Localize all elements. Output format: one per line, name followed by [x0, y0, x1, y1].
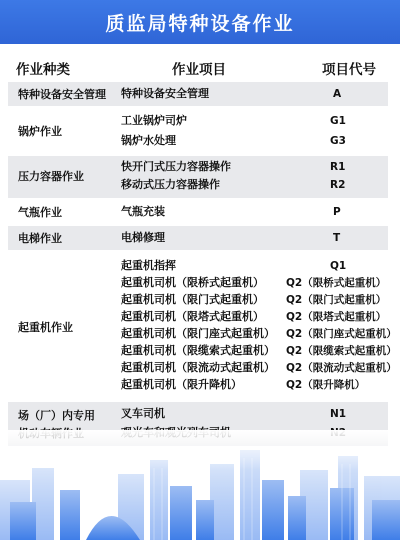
column-header-category: 作业种类 [16, 62, 70, 78]
item-label: 起重机司机（限升降机） [121, 378, 242, 391]
item-code: R1 [330, 161, 346, 173]
column-header-item: 作业项目 [172, 62, 226, 78]
item-label: 锅炉水处理 [121, 134, 176, 147]
item-label: 起重机司机（限缆索式起重机） [121, 344, 275, 357]
item-label: 移动式压力容器操作 [121, 178, 220, 191]
item-code: N1 [330, 408, 347, 420]
item-code: P [333, 206, 341, 218]
category-label: 特种设备安全管理 [18, 88, 106, 101]
item-label: 起重机司机（限流动式起重机） [121, 361, 275, 374]
category-label: 起重机作业 [18, 321, 73, 334]
table-row-pressure-vessel [8, 156, 388, 198]
title-banner [0, 0, 400, 44]
city-skyline-decoration [0, 430, 400, 540]
item-label: 起重机司机（限门式起重机） [121, 293, 264, 306]
table-row-safety [8, 82, 388, 106]
item-code: A [333, 88, 342, 100]
item-label: 起重机司机（限门座式起重机） [121, 327, 275, 340]
item-label: 特种设备安全管理 [121, 87, 209, 100]
item-code: Q2（限流动式起重机） [286, 362, 397, 374]
category-label: 电梯作业 [18, 232, 62, 245]
item-code: Q1 [330, 260, 347, 272]
item-code: G1 [330, 115, 346, 127]
item-code: Q2（限门座式起重机） [286, 328, 397, 340]
table-row-elevator [8, 226, 388, 250]
item-code: T [333, 232, 341, 244]
table-row-crane [8, 254, 397, 400]
page-title: 质监局特种设备作业 [105, 12, 295, 35]
item-code: Q2（限塔式起重机） [286, 311, 387, 323]
table-row-boiler [8, 108, 388, 154]
column-header-code: 项目代号 [322, 62, 376, 78]
category-label-line1: 场（厂）内专用 [18, 409, 95, 422]
item-label: 电梯修理 [121, 231, 165, 244]
item-label: 快开门式压力容器操作 [121, 160, 231, 173]
item-code: Q2（限门式起重机） [286, 294, 387, 306]
item-label: 起重机指挥 [121, 259, 176, 272]
item-label: 起重机司机（限桥式起重机） [121, 276, 264, 289]
item-label: 工业锅炉司炉 [121, 114, 187, 127]
item-code: Q2（限升降机） [286, 379, 366, 391]
item-code: Q2（限桥式起重机） [286, 277, 387, 289]
item-code: R2 [330, 179, 346, 191]
item-code: G3 [330, 135, 346, 147]
item-code: Q2（限缆索式起重机） [286, 345, 397, 357]
category-label: 气瓶作业 [18, 206, 62, 219]
item-label: 起重机司机（限塔式起重机） [121, 310, 264, 323]
item-label: 叉车司机 [121, 407, 165, 420]
category-label: 锅炉作业 [18, 125, 62, 138]
category-label: 压力容器作业 [18, 170, 84, 183]
table-row-gas-cylinder [8, 200, 388, 224]
item-label: 气瓶充装 [121, 205, 165, 218]
